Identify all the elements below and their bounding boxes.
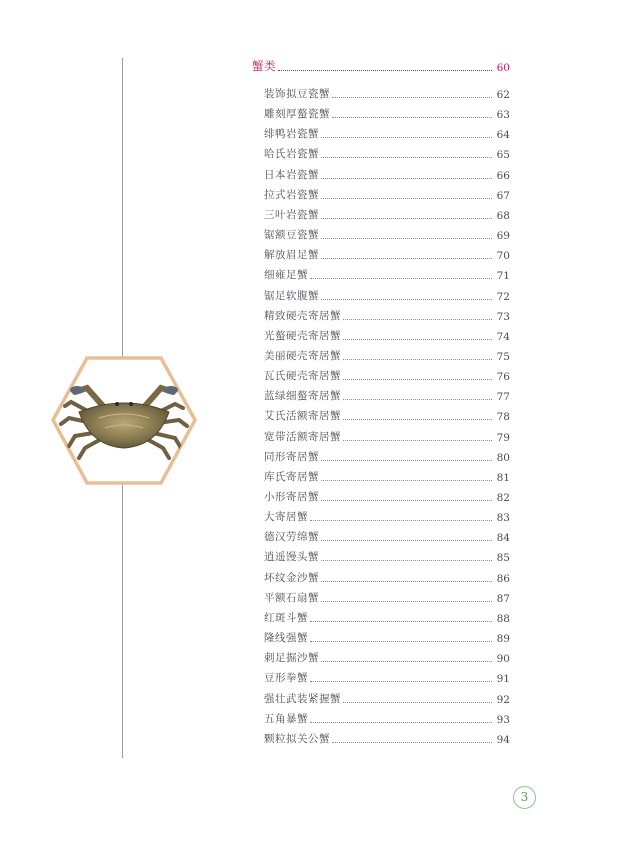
dot-leader	[321, 258, 492, 259]
toc-entry-title: 逍遥馒头蟹	[264, 551, 319, 563]
toc-entry-page: 60	[496, 62, 510, 74]
toc-entry-title: 蟹类	[252, 59, 276, 73]
toc-entry[interactable]	[264, 287, 510, 303]
toc-entry[interactable]	[264, 428, 510, 444]
dot-leader	[321, 560, 492, 561]
toc-entry[interactable]	[264, 690, 510, 706]
dot-leader	[343, 702, 492, 703]
toc-entry[interactable]	[264, 508, 510, 524]
toc-entry-title: 雕刻厚螯瓷蟹	[264, 108, 330, 120]
dot-leader	[321, 540, 492, 541]
toc-entry-title: 豆形拳蟹	[264, 672, 308, 684]
toc-entry-page: 79	[496, 432, 510, 444]
toc-entry[interactable]	[264, 327, 510, 343]
toc-entry-page: 77	[496, 391, 510, 403]
toc-entry-page: 71	[496, 270, 510, 282]
toc-entry-page: 74	[496, 331, 510, 343]
toc-entry[interactable]	[264, 629, 510, 645]
toc-entry-title: 颗粒拟关公蟹	[264, 733, 330, 745]
toc-entry-title: 细雍足蟹	[264, 269, 308, 281]
toc-entry-page: 69	[496, 230, 510, 242]
toc-entry-title: 强壮武装紧握蟹	[264, 693, 341, 705]
dot-leader	[321, 661, 492, 662]
toc-entry[interactable]	[264, 569, 510, 585]
dot-leader	[321, 238, 492, 239]
toc-entry-page: 64	[496, 129, 510, 141]
dot-leader	[321, 581, 492, 582]
toc-entry[interactable]	[264, 367, 510, 383]
dot-leader	[321, 157, 492, 158]
toc-entry-page: 90	[496, 653, 510, 665]
dot-leader	[321, 480, 492, 481]
toc-entry-title: 日本岩瓷蟹	[264, 169, 319, 181]
toc-entry[interactable]	[264, 186, 510, 202]
toc-entry[interactable]	[264, 246, 510, 262]
toc-entry-page: 63	[496, 109, 510, 121]
dot-leader	[321, 137, 492, 138]
toc-entry-title: 绯鸭岩瓷蟹	[264, 128, 319, 140]
toc-entry-page: 81	[496, 472, 510, 484]
toc-entry-title: 同形寄居蟹	[264, 451, 319, 463]
toc-entry-title: 拉式岩瓷蟹	[264, 189, 319, 201]
toc-entry[interactable]	[264, 468, 510, 484]
dot-leader	[321, 601, 492, 602]
toc-entry-title: 坏纹金沙蟹	[264, 572, 319, 584]
toc-entry[interactable]	[264, 710, 510, 726]
toc-entry-page: 73	[496, 311, 510, 323]
toc-entry-title: 库氏寄居蟹	[264, 471, 319, 483]
toc-entry-title: 装饰拟豆瓷蟹	[264, 88, 330, 100]
toc-entry[interactable]	[264, 347, 510, 363]
dot-leader	[310, 621, 492, 622]
toc-entry[interactable]	[264, 85, 510, 101]
toc-entry-page: 85	[496, 552, 510, 564]
toc-entry-title: 红斑斗蟹	[264, 612, 308, 624]
toc-entry[interactable]	[264, 609, 510, 625]
toc-entry-page: 72	[496, 291, 510, 303]
dot-leader	[343, 399, 492, 400]
toc-entry[interactable]	[264, 528, 510, 544]
dot-leader	[310, 278, 492, 279]
dot-leader	[310, 520, 492, 521]
dot-leader	[343, 419, 492, 420]
toc-entry-title: 隆线强蟹	[264, 632, 308, 644]
toc-entry-title: 大寄居蟹	[264, 511, 308, 523]
toc-entry-page: 87	[496, 593, 510, 605]
toc-entry-page: 76	[496, 371, 510, 383]
toc-entry[interactable]	[264, 448, 510, 464]
toc-entry[interactable]	[264, 548, 510, 564]
toc-entry-title: 刺足掘沙蟹	[264, 652, 319, 664]
dot-leader	[332, 742, 492, 743]
toc-entry-page: 94	[496, 734, 510, 746]
toc-entry-title: 德汉劳绵蟹	[264, 531, 319, 543]
toc-entry-title: 小形寄居蟹	[264, 491, 319, 503]
toc-entry[interactable]	[264, 125, 510, 141]
toc-entry-page: 70	[496, 250, 510, 262]
toc-entry-page: 86	[496, 573, 510, 585]
toc-entry-page: 88	[496, 613, 510, 625]
toc-entry-page: 93	[496, 714, 510, 726]
toc-entry-title: 平额石扇蟹	[264, 592, 319, 604]
toc-entry[interactable]	[264, 730, 510, 746]
toc-entry-title: 五角暴蟹	[264, 713, 308, 725]
toc-entry[interactable]	[264, 589, 510, 605]
toc-entry[interactable]	[264, 488, 510, 504]
dot-leader	[321, 299, 492, 300]
toc-entry-title: 哈氏岩瓷蟹	[264, 148, 319, 160]
toc-entry-title: 锯足软腹蟹	[264, 290, 319, 302]
toc-entry-title: 锯额豆瓷蟹	[264, 229, 319, 241]
dot-leader	[321, 198, 492, 199]
dot-leader	[332, 117, 492, 118]
toc-entry-title: 光螯硬壳寄居蟹	[264, 330, 341, 342]
toc-entry-title: 解放眉足蟹	[264, 249, 319, 261]
toc-entry[interactable]	[264, 669, 510, 685]
toc-section-header[interactable]	[252, 58, 510, 74]
dot-leader	[343, 339, 492, 340]
toc-entry-title: 蓝绿细螯寄居蟹	[264, 390, 341, 402]
toc-entry-page: 82	[496, 492, 510, 504]
dot-leader	[343, 440, 492, 441]
toc-entry[interactable]	[264, 387, 510, 403]
toc-entry[interactable]	[264, 266, 510, 282]
toc-entry-page: 84	[496, 532, 510, 544]
toc-entry-page: 62	[496, 89, 510, 101]
toc-entry-page: 89	[496, 633, 510, 645]
toc-entry[interactable]	[264, 105, 510, 121]
dot-leader	[321, 178, 492, 179]
toc-entry-title: 三叶岩瓷蟹	[264, 209, 319, 221]
toc-entry-title: 精致硬壳寄居蟹	[264, 310, 341, 322]
toc-entry[interactable]	[264, 145, 510, 161]
dot-leader	[343, 359, 492, 360]
toc-entry-title: 美丽硬壳寄居蟹	[264, 350, 341, 362]
toc-entry[interactable]	[264, 166, 510, 182]
dot-leader	[310, 681, 492, 682]
toc-entry[interactable]	[264, 206, 510, 222]
toc-entry-page: 80	[496, 452, 510, 464]
toc-entry-page: 91	[496, 673, 510, 685]
dot-leader	[278, 70, 492, 71]
dot-leader	[310, 722, 492, 723]
toc-entry-title: 瓦氏硬壳寄居蟹	[264, 370, 341, 382]
toc-entry-page: 66	[496, 170, 510, 182]
toc-entry[interactable]	[264, 307, 510, 323]
dot-leader	[332, 97, 492, 98]
toc-entry-title: 宽带活额寄居蟹	[264, 431, 341, 443]
toc-entry-page: 75	[496, 351, 510, 363]
toc-entry-page: 83	[496, 512, 510, 524]
dot-leader	[321, 460, 492, 461]
page-number: 3	[513, 786, 536, 809]
toc-entry[interactable]	[264, 226, 510, 242]
dot-leader	[343, 319, 492, 320]
toc-entry-page: 78	[496, 411, 510, 423]
toc-entry-page: 65	[496, 149, 510, 161]
dot-leader	[343, 379, 492, 380]
toc-entry[interactable]	[264, 407, 510, 423]
toc-entry[interactable]	[264, 649, 510, 665]
dot-leader	[321, 218, 492, 219]
toc-entry-title: 艾氏活额寄居蟹	[264, 410, 341, 422]
dot-leader	[321, 500, 492, 501]
dot-leader	[310, 641, 492, 642]
toc-entry-page: 92	[496, 694, 510, 706]
toc-entry-page: 68	[496, 210, 510, 222]
toc-entry-page: 67	[496, 190, 510, 202]
